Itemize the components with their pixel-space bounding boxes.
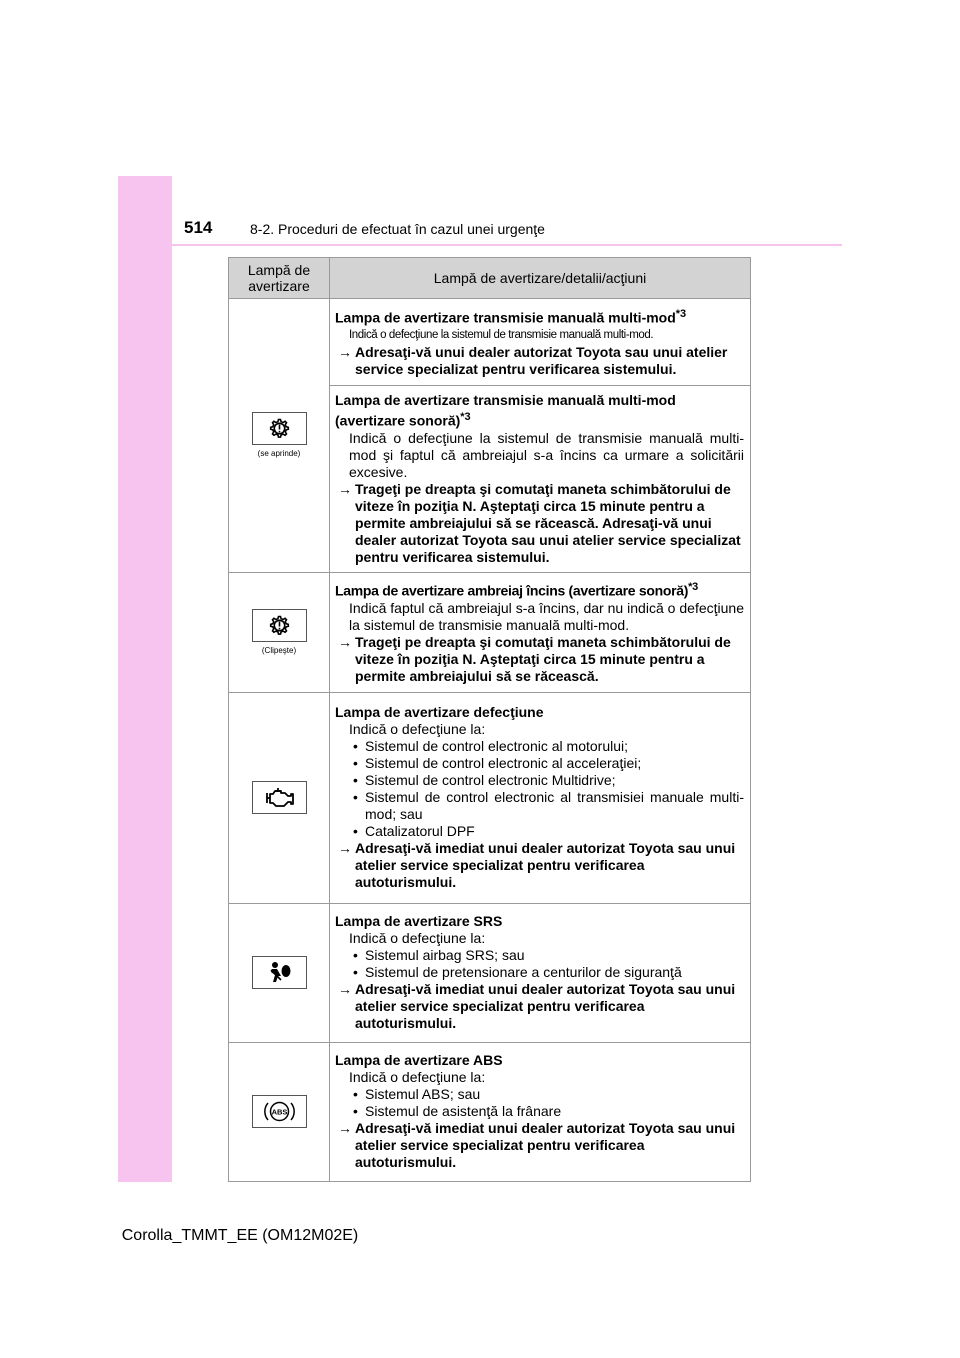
list-item: • Sistemul airbag SRS; sau (353, 947, 525, 964)
lamp-action: → Trageţi pe dreapta şi comutaţi maneta schimbătorului de viteze în poziţia N. Aşteptaţi circa 15 minute pentru a permite ambreiajului să se răcească. Adresaţi-vă unui dealer autorizat Toyota sau unui atelier service specializat pentru verificarea sistemului. (335, 481, 744, 566)
footer-document-code: Corolla_TMMT_EE (OM12M02E) (121, 1227, 359, 1244)
list-item: • Sistemul de control electronic al motorului; (353, 738, 629, 755)
table-row (229, 572, 751, 692)
footnote-marker: *3 (460, 411, 471, 423)
arrow-icon: → (338, 840, 352, 857)
icon-note: (se aprinde) (257, 449, 301, 459)
icon-note: (Clipeşte) (261, 646, 297, 656)
header-rule (172, 244, 842, 246)
chapter-tab-strip (118, 176, 172, 1182)
lamp-description: Indică o defecţiune la sistemul de transmisie manuală multi-mod. (349, 328, 654, 341)
detail-cell (330, 692, 751, 903)
table-row (229, 692, 751, 903)
lamp-title: Lampa de avertizare SRS (335, 913, 503, 930)
lamp-title: Lampa de avertizare ambreiaj încins (avertizare sonoră)$^{*3}$ (335, 581, 698, 599)
abs-icon-label: ABS (271, 1107, 287, 1117)
lamp-title: Lampa de avertizare ABS (335, 1052, 503, 1069)
lamp-cell (229, 1042, 330, 1181)
airbag-icon (252, 956, 307, 989)
arrow-icon: → (338, 480, 352, 497)
arrow-icon: → (338, 343, 352, 360)
lamp-action: → Adresaţi-vă unui dealer autorizat Toyota sau unui atelier service specializat pentru verificarea sistemului. (335, 344, 744, 378)
lamp-cell (229, 299, 330, 573)
lamp-description: Indică faptul că ambreiajul s-a încins, dar nu indică o defecţiune la sistemul de transmisie manuală multi-mod. (349, 599, 744, 633)
detail-cell (330, 572, 751, 692)
arrow-icon: → (338, 981, 352, 998)
warning-lights-table (228, 257, 751, 1182)
list-item: • Sistemul ABS; sau (353, 1086, 481, 1103)
table-row (229, 1042, 751, 1181)
arrow-icon: → (338, 1120, 352, 1137)
lamp-description: Indică o defecţiune la: (349, 1069, 486, 1086)
gear-exclamation-icon (252, 609, 307, 642)
gear-exclamation-icon (252, 412, 307, 445)
list-item: • Sistemul de asistenţă la frânare (353, 1103, 562, 1120)
lamp-cell (229, 692, 330, 903)
footnote-marker: *3 (688, 581, 698, 594)
lamp-action: → Adresaţi-vă imediat unui dealer autorizat Toyota sau unui atelier service specializat pentru verificarea autoturismului. (335, 1120, 744, 1171)
detail-cell (330, 903, 751, 1042)
list-item: • Sistemul de control electronic al acceleraţiei; (353, 755, 642, 772)
lamp-cell (229, 903, 330, 1042)
table-row (229, 903, 751, 1042)
lamp-description: Indică o defecţiune la: (349, 930, 486, 947)
column-header-details: Lampă de avertizare/detalii/acţiuni (330, 258, 751, 299)
list-item: • Sistemul de control electronic Multidrive; (353, 772, 616, 789)
abs-icon (252, 1095, 307, 1128)
lamp-title: Lampa de avertizare defecţiune (335, 704, 544, 721)
engine-icon (252, 781, 307, 814)
lamp-action: → Adresaţi-vă imediat unui dealer autorizat Toyota sau unui atelier service specializat pentru verificarea autoturismului. (335, 981, 744, 1032)
footnote-marker: *3 (675, 308, 687, 321)
list-item: • Sistemul de control electronic al transmisiei manuale multi-mod; sau (353, 789, 744, 823)
section-title: 8-2. Proceduri de efectuat în cazul unei urgenţe (250, 221, 545, 237)
table-header-row (229, 258, 751, 299)
detail-cell (330, 299, 751, 386)
lamp-action: → Trageţi pe dreapta şi comutaţi maneta schimbătorului de viteze în poziţia N. Aşteptaţi circa 15 minute pentru a permite ambreiajului să se răcească. (335, 634, 744, 685)
page-number: 514 (184, 218, 213, 237)
detail-cell (330, 1042, 751, 1181)
lamp-description: Indică o defecţiune la sistemul de transmisie manuală multi-mod şi faptul că ambreiajul s-a încins ca urmare a solicitării excesive. (349, 429, 744, 480)
list-item: • Catalizatorul DPF (353, 823, 475, 840)
column-header-lamp: Lampă de avertizare (229, 258, 330, 299)
lamp-action: → Adresaţi-vă imediat unui dealer autorizat Toyota sau unui atelier service specializat pentru verificarea autoturismului. (335, 840, 744, 891)
lamp-title: Lampa de avertizare transmisie manuală multi-mod (avertizare sonoră)$^{*3}$ (335, 392, 676, 429)
lamp-cell (229, 572, 330, 692)
list-item: • Sistemul de pretensionare a centurilor de siguranţă (353, 964, 682, 981)
detail-cell (330, 386, 751, 573)
table-row (229, 299, 751, 386)
arrow-icon: → (338, 633, 352, 650)
lamp-title: Lampa de avertizare transmisie manuală multi-mod$^{*3}$ (335, 308, 687, 326)
lamp-description: Indică o defecţiune la: (349, 721, 486, 738)
